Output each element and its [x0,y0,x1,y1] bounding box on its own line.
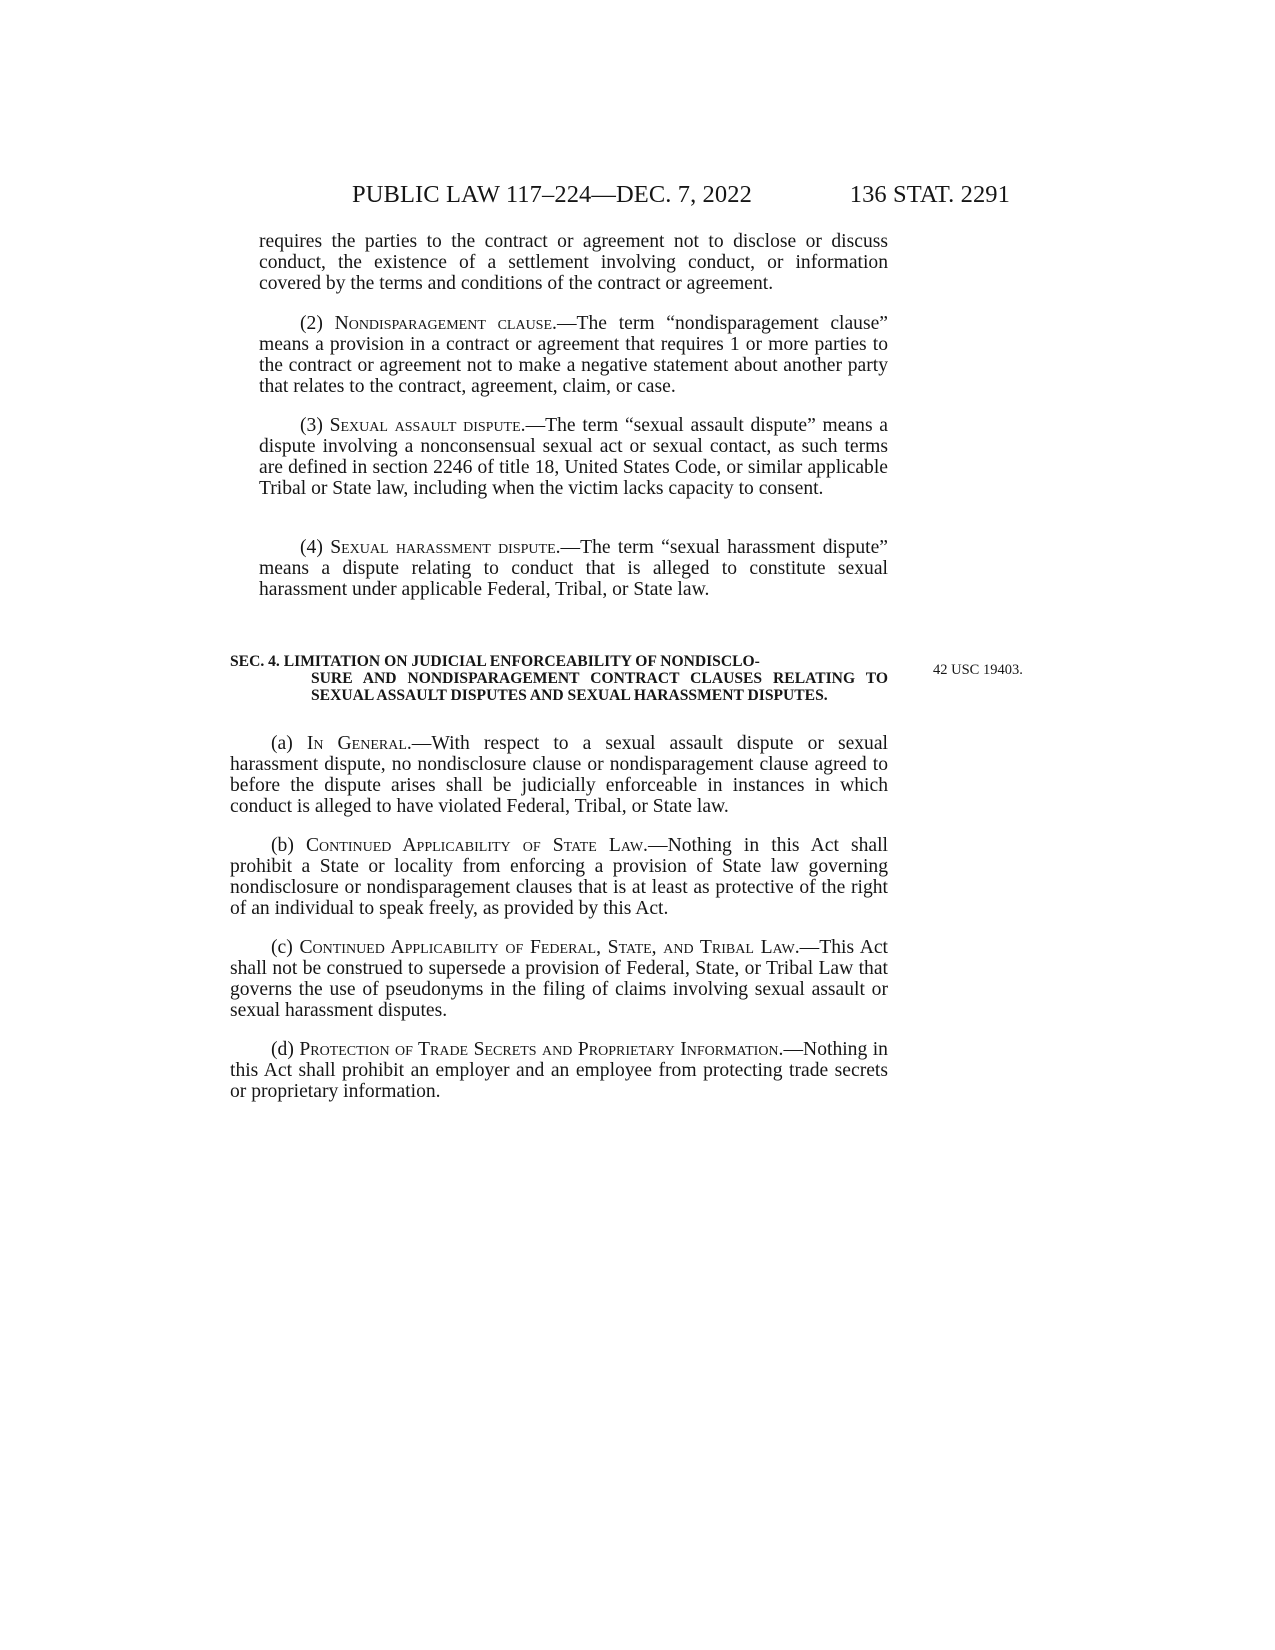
header-page-number: 136 STAT. 2291 [849,181,1010,208]
subsection-c-federal-state-tribal-law [230,937,888,1021]
paragraph-heading: Nondisparagement clause. [334,313,557,334]
paragraph-number: (4) [300,537,323,558]
subsection-number: (a) [271,733,293,754]
subsection-a-in-general [230,733,888,817]
subsection-text: —Nothing in this Act shall prohibit a State or locality from enforcing a provision of State law governing nondisclosure or nondisparagement clauses that is at least as protective of the right of an individual to speak freely, as provided by this Act. [230,835,889,919]
section-heading-continuation: SURE AND NONDISPARAGEMENT CONTRACT CLAUSES RELATING TO SEXUAL ASSAULT DISPUTES AND SEXUAL HARASSMENT DISPUTES. [311,670,888,704]
paragraph-4-sexual-harassment-dispute [259,537,888,600]
paragraph-text: —The term “sexual assault dispute” means a dispute involving a nonconsensual sexual act or sexual contact, as such terms are defined in section 2246 of title 18, United States Code, or similar applicable Tribal or State law, including when the victim lacks capacity to consent. [259,415,889,499]
paragraph-3-sexual-assault-dispute [259,415,888,499]
subsection-text: —This Act shall not be construed to supersede a provision of Federal, State, or Tribal Law that governs the use of pseudonyms in the filing of claims involving sexual assault or sexual harassment disputes. [230,937,888,1021]
header-title: PUBLIC LAW 117–224—DEC. 7, 2022 [352,181,752,208]
paragraph-text: —The term “nondisparagement clause” means a provision in a contract or agreement that requires 1 or more parties to the contract or agreement not to make a negative statement about another party that relates to the contract, agreement, claim, or case. [259,313,888,397]
subsection-d-trade-secrets [230,1039,888,1102]
paragraph-heading: Sexual assault dispute. [329,415,526,436]
subsection-heading: Continued Applicability of Federal, State, and Tribal Law. [299,937,800,958]
subsection-text: —With respect to a sexual assault dispute or sexual harassment dispute, no nondisclosure clause or nondisparagement clause agreed to before the dispute arises shall be judicially enforceable in instances in which conduct is alleged to have violated Federal, Tribal, or State law. [230,733,888,817]
usc-margin-note: 42 USC 19403. [933,662,1023,678]
subsection-text: —Nothing in this Act shall prohibit an employer and an employee from protecting trade secrets or proprietary information. [230,1039,888,1102]
paragraph-text: —The term “sexual harassment dispute” means a dispute relating to conduct that is alleged to constitute sexual harassment under applicable Federal, Tribal, or State law. [259,537,888,600]
paragraph-text: requires the parties to the contract or agreement not to disclose or discuss conduct, the existence of a settlement involving conduct, or information covered by the terms and conditions of the contract or agreement. [259,231,888,294]
running-header [230,181,1010,211]
subsection-number: (d) [271,1039,294,1060]
paragraph-number: (3) [300,415,323,436]
paragraph-heading: Sexual harassment dispute. [330,537,561,558]
subsection-heading: In General. [306,733,412,754]
subsection-heading: Continued Applicability of State Law. [305,835,648,856]
subsection-number: (c) [271,937,293,958]
subsection-heading: Protection of Trade Secrets and Proprietary Information. [299,1039,784,1060]
paragraph-2-nondisparagement [259,313,888,397]
subsection-number: (b) [271,835,294,856]
subsection-b-state-law [230,835,888,919]
section-4-heading [230,653,888,704]
section-heading-line-1: SEC. 4. LIMITATION ON JUDICIAL ENFORCEABILITY OF NONDISCLO- [230,653,760,670]
paragraph-continuation [259,231,888,294]
paragraph-number: (2) [300,313,323,334]
